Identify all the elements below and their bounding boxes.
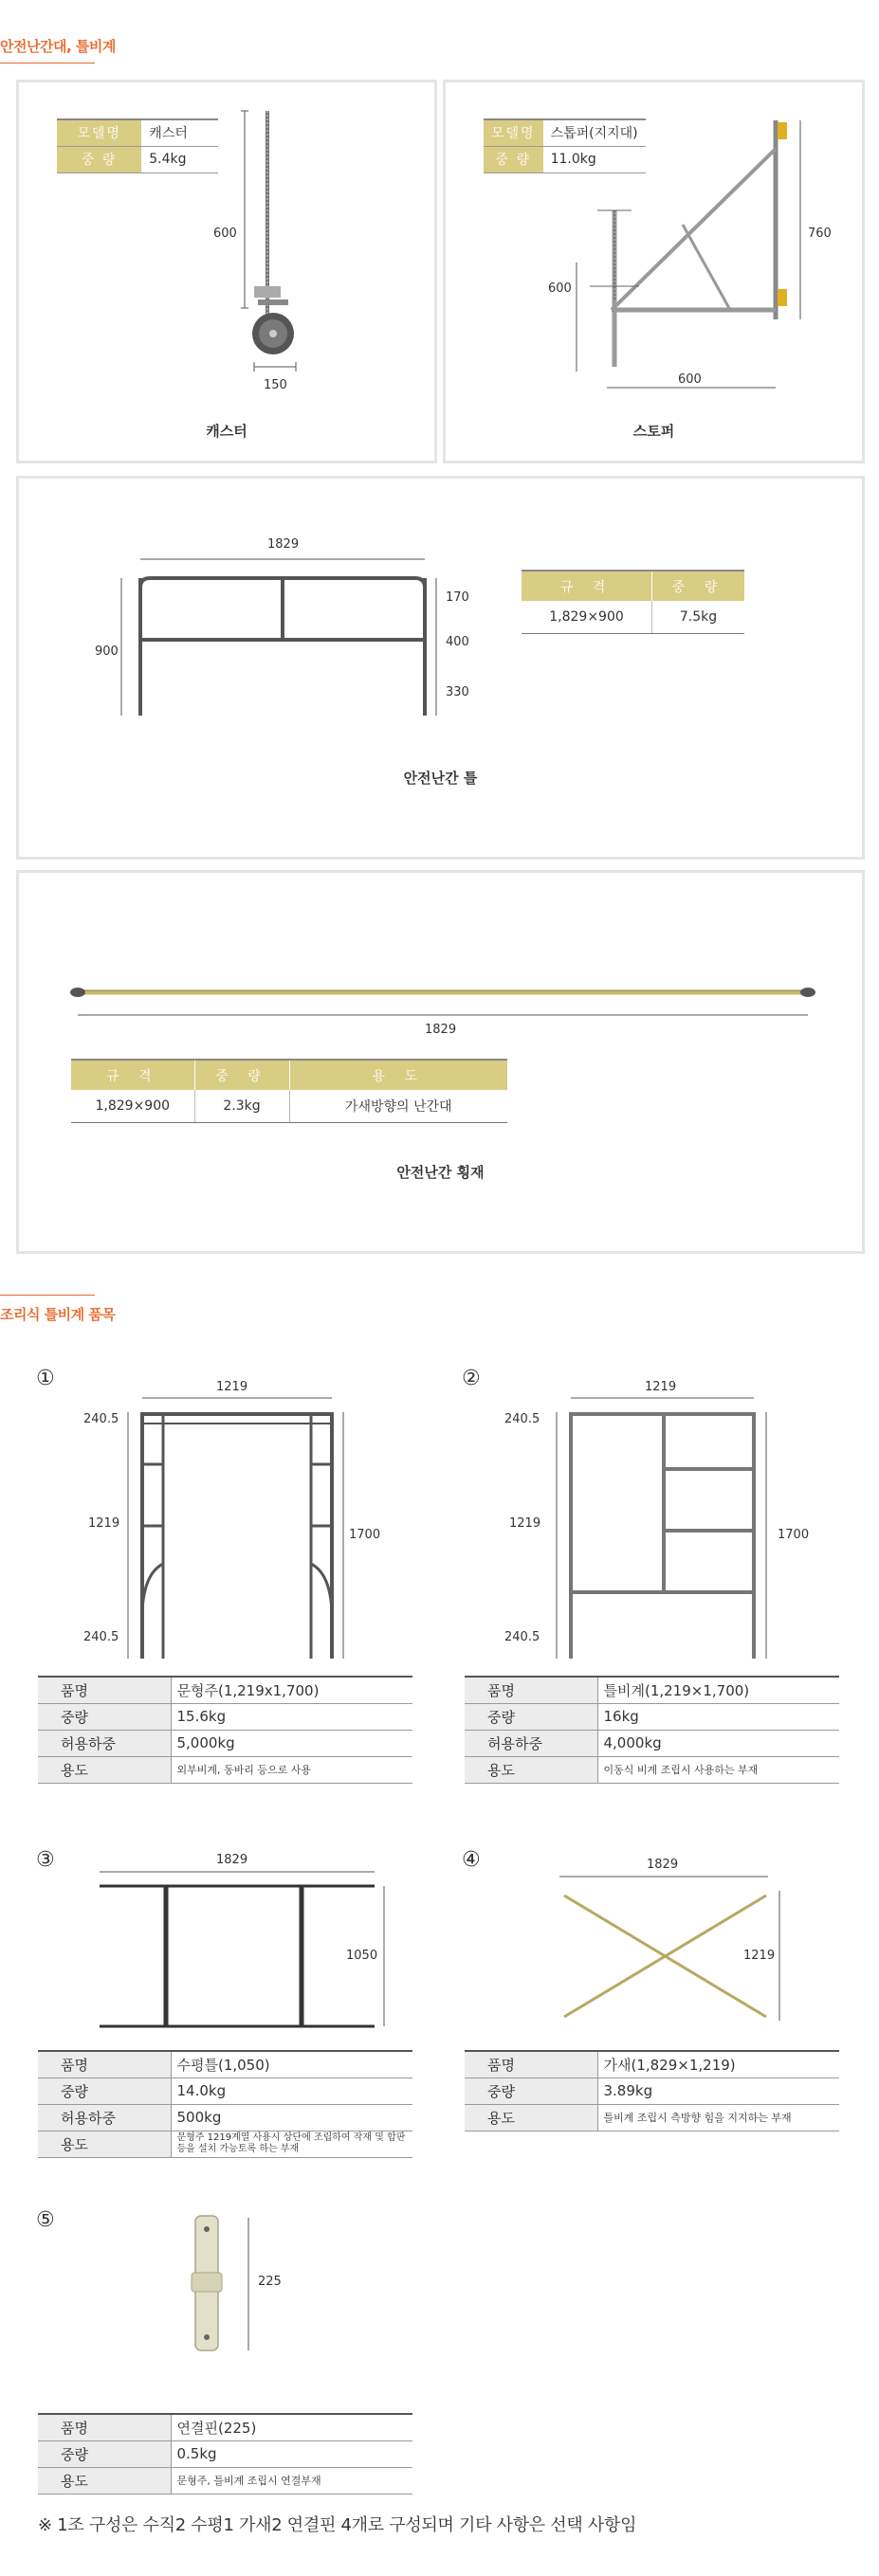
- assembly-note: ※ 1조 구성은 수직2 수평1 가새2 연결핀 4개로 구성되며 기타 사항은 선택 사항임: [38, 2515, 637, 2535]
- item1-width-dim: 1219: [216, 1380, 248, 1394]
- spec-value: 500kg: [171, 2104, 412, 2131]
- spec-key: 허용하중: [38, 1730, 171, 1756]
- spec-value: 틀비계 조립시 측방향 힘을 지지하는 부재: [597, 2104, 839, 2131]
- item4-height-dim: 1219: [743, 1949, 776, 1963]
- spec-key: 중량: [38, 2440, 171, 2467]
- caster-height-dim: 600: [213, 227, 237, 241]
- item-number: ①: [36, 1367, 55, 1390]
- spec-value: 이동식 비계 조립시 사용하는 부재: [597, 1756, 839, 1783]
- spec-value: 수평틀(1,050): [171, 2051, 412, 2077]
- spec-value: 가새(1,829×1,219): [597, 2051, 839, 2077]
- item-number: ③: [36, 1848, 55, 1872]
- spec-key: 용도: [38, 2467, 171, 2494]
- spec-header: 규 격: [71, 1060, 194, 1090]
- frame-dim-c: 330: [446, 685, 469, 699]
- spec-value: 0.5kg: [171, 2440, 412, 2467]
- spec-key: 품명: [465, 1677, 597, 1703]
- item3-width-dim: 1829: [216, 1853, 248, 1867]
- spec-cell: 가새방향의 난간대: [289, 1090, 507, 1122]
- spec-cell: 7.5kg: [652, 601, 744, 633]
- stopper-left-dim: 600: [548, 281, 572, 296]
- item4-width-dim: 1829: [647, 1858, 679, 1872]
- spec-value: 문형주 1219계열 사용시 상단에 조립하여 작재 및 합판 등을 설치 가능토록 하는 부재: [171, 2131, 412, 2157]
- spec-value: 외부비계, 동바리 등으로 사용: [171, 1756, 412, 1783]
- spec-value: 5,000kg: [171, 1730, 412, 1756]
- item2-width-dim: 1219: [645, 1380, 677, 1394]
- frame-caption: 안전난간 틀: [403, 770, 478, 787]
- item2-bottom-dim: 240.5: [504, 1630, 540, 1644]
- spec-value: 틀비계(1,219×1,700): [597, 1677, 839, 1703]
- item2-mid-dim: 1219: [509, 1516, 541, 1531]
- rail-caption: 안전난간 횡재: [396, 1164, 485, 1181]
- frame-width-dim: 1829: [267, 537, 300, 552]
- caster-caption: 캐스터: [206, 423, 247, 440]
- spec-key: 허용하중: [38, 2104, 171, 2131]
- spec-key: 중량: [38, 1703, 171, 1730]
- spec-value: 캐스터: [141, 119, 218, 146]
- spec-cell: 1,829×900: [522, 601, 652, 633]
- item1-bottom-dim: 240.5: [83, 1630, 119, 1644]
- section-title-railing: 안전난간대, 틀비계: [0, 38, 116, 55]
- spec-key: 품명: [38, 2051, 171, 2077]
- spec-header: 용 도: [289, 1060, 507, 1090]
- item-number: ⑤: [36, 2208, 55, 2232]
- item2-height-dim: 1700: [778, 1528, 810, 1542]
- item1-mid-dim: 1219: [88, 1516, 120, 1531]
- stopper-caption: 스토퍼: [632, 423, 675, 440]
- spec-key: 품명: [465, 2051, 597, 2077]
- spec-key: 중량: [465, 2077, 597, 2104]
- frame-dim-a: 170: [446, 590, 469, 605]
- spec-key: 모델명: [57, 119, 141, 146]
- spec-value: 문형주, 틀비계 조립시 연결부재: [171, 2467, 412, 2494]
- spec-value: 11.0kg: [543, 146, 646, 172]
- spec-key: 용도: [38, 2131, 171, 2157]
- spec-value: 문형주(1,219x1,700): [171, 1677, 412, 1703]
- spec-value: 5.4kg: [141, 146, 218, 172]
- section-title-scaffold: 조리식 틀비계 품목: [0, 1306, 116, 1323]
- spec-key: 모델명: [484, 119, 543, 146]
- spec-key: 품명: [38, 1677, 171, 1703]
- spec-value: 16kg: [597, 1703, 839, 1730]
- frame-height-dim: 900: [95, 644, 119, 659]
- spec-key: 중량: [38, 2077, 171, 2104]
- stopper-right-dim: 760: [808, 227, 832, 241]
- spec-key: 허용하중: [465, 1730, 597, 1756]
- item5-spec-table: [38, 2413, 412, 2494]
- spec-cell: 1,829×900: [71, 1090, 194, 1122]
- spec-value: 15.6kg: [171, 1703, 412, 1730]
- spec-key: 용도: [38, 1756, 171, 1783]
- rail-width-dim: 1829: [425, 1023, 457, 1037]
- spec-key: 중 량: [57, 146, 141, 172]
- frame-dim-b: 400: [446, 635, 469, 649]
- spec-value: 3.89kg: [597, 2077, 839, 2104]
- spec-key: 중량: [465, 1703, 597, 1730]
- item2-top-dim: 240.5: [504, 1412, 540, 1426]
- item5-height-dim: 225: [258, 2275, 282, 2289]
- spec-header: 규 격: [522, 571, 652, 601]
- spec-value: 스톱퍼(지지대): [543, 119, 646, 146]
- spec-key: 품명: [38, 2414, 171, 2440]
- spec-cell: 2.3kg: [194, 1090, 289, 1122]
- item1-height-dim: 1700: [349, 1528, 381, 1542]
- spec-key: 용도: [465, 1756, 597, 1783]
- item3-height-dim: 1050: [346, 1949, 378, 1963]
- spec-key: 용도: [465, 2104, 597, 2131]
- item-number: ②: [462, 1367, 481, 1390]
- spec-header: 중 량: [652, 571, 744, 601]
- item1-top-dim: 240.5: [83, 1412, 119, 1426]
- spec-key: 중 량: [484, 146, 543, 172]
- spec-value: 연결핀(225): [171, 2414, 412, 2440]
- stopper-bottom-dim: 600: [678, 372, 702, 387]
- caster-width-dim: 150: [264, 378, 287, 392]
- spec-value: 4,000kg: [597, 1730, 839, 1756]
- spec-value: 14.0kg: [171, 2077, 412, 2104]
- item-number: ④: [462, 1848, 481, 1872]
- spec-header: 중 량: [194, 1060, 289, 1090]
